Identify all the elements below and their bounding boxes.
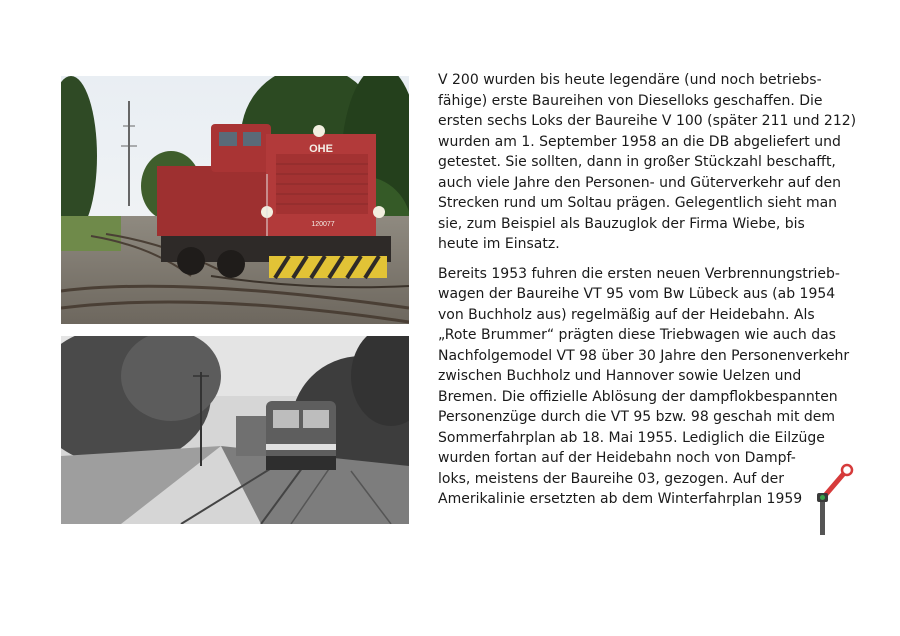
text-line: Amerikalinie ersetzten ab dem Winterfahrplan 1959: [438, 491, 803, 507]
text-line: Sommerfahrplan ab 18. Mai 1955. Lediglich die Eilzüge: [438, 429, 825, 446]
photo-red-diesel-locomotive: [61, 76, 409, 324]
text-line: loks, meistens der Baureihe 03, gezogen. Auf der: [438, 470, 785, 487]
text-line: Personenzüge durch die VT 95 bzw. 98 geschah mit dem: [438, 409, 836, 425]
loco-number-label: 120077: [311, 221, 335, 228]
body-text: [438, 70, 857, 519]
photo-bw-railcar: [61, 336, 409, 524]
text-line: wurden am 1. September 1958 an die DB abgeliefert und: [438, 133, 841, 150]
paragraph-1: [438, 70, 857, 255]
loco-brand-label: OHE: [309, 143, 333, 155]
text-line: zwischen Buchholz und Hannover sowie Uelzen und: [438, 368, 802, 384]
text-line: Nachfolgemodel VT 98 über 30 Jahre den Personenverkehr: [438, 347, 850, 364]
text-line: „Rote Brummer“ prägten diese Triebwagen wie auch das: [438, 327, 836, 343]
railway-signal-icon: [814, 463, 858, 535]
text-line: heute im Einsatz.: [438, 236, 560, 252]
text-line: fähige) erste Baureihen von Dieselloks geschaffen. Die: [438, 92, 823, 109]
text-line: von Buchholz aus) regelmäßig auf der Heidebahn. Als: [438, 306, 815, 323]
text-line: getestet. Sie sollten, dann in großer Stückzahl beschafft,: [438, 154, 836, 170]
text-line: sie, zum Beispiel als Bauzuglok der Firma Wiebe, bis: [438, 215, 805, 232]
text-line: Strecken rund um Soltau prägen. Gelegentlich sieht man: [438, 195, 838, 211]
text-line: ersten sechs Loks der Baureihe V 100 (später 211 und 212): [438, 113, 857, 129]
text-line: Bremen. Die offizielle Ablösung der dampflokbespannten: [438, 388, 838, 405]
text-line: Bereits 1953 fuhren die ersten neuen Verbrennungstrieb-: [438, 265, 840, 282]
text-line: V 200 wurden bis heute legendäre (und noch betriebs-: [438, 72, 822, 88]
paragraph-2: [438, 264, 850, 510]
text-line: wagen der Baureihe VT 95 vom Bw Lübeck aus (ab 1954: [438, 286, 836, 302]
text-line: wurden fortan auf der Heidebahn noch von Dampf-: [438, 450, 796, 466]
text-line: auch viele Jahre den Personen- und Güterverkehr auf den: [438, 174, 841, 191]
